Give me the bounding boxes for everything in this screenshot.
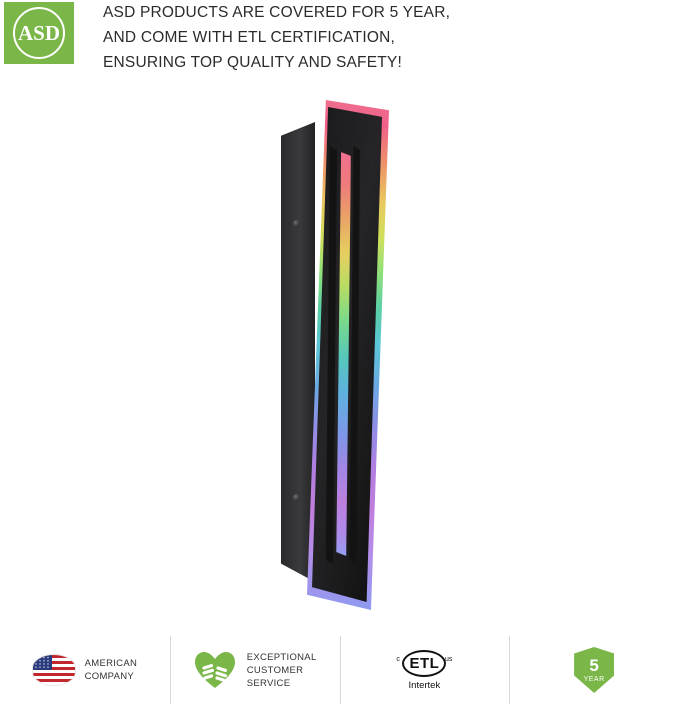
badge-warranty — [509, 634, 679, 706]
product-image — [0, 92, 679, 617]
badge-etl-certification — [340, 634, 510, 706]
us-flag-icon — [33, 655, 75, 685]
badge-customer-service — [170, 634, 340, 706]
warranty-unit: YEAR — [583, 676, 605, 683]
mounting-screw-icon — [293, 494, 300, 501]
badge-customer-service-line-3: SERVICE — [246, 677, 291, 689]
badge-american-company-line-2: COMPANY — [84, 671, 135, 682]
badge-american-company-line-1: AMERICAN — [84, 658, 138, 669]
header-text-block — [103, 0, 663, 75]
handshake-heart-icon — [193, 650, 237, 690]
header-banner — [0, 0, 679, 92]
led-wall-sconce — [281, 100, 401, 610]
badge-customer-service-line-2: CUSTOMER — [246, 664, 304, 676]
etl-mark: ETL — [402, 650, 446, 677]
etl-caption: Intertek — [408, 679, 441, 691]
etl-intertek-icon — [396, 644, 452, 696]
etl-right-mark: us — [444, 656, 453, 663]
header-line-1: ASD PRODUCTS ARE COVERED FOR 5 YEAR, — [103, 4, 451, 21]
asd-logo-disc — [13, 7, 65, 59]
trust-badges-row — [0, 626, 679, 714]
mounting-screw-icon — [293, 220, 300, 227]
warranty-shield-icon — [574, 647, 614, 693]
warranty-number: 5 — [589, 656, 599, 675]
etl-left-mark: c — [396, 656, 400, 663]
header-line-3: ENSURING TOP QUALITY AND SAFETY! — [103, 54, 402, 71]
fixture-side-plate — [281, 122, 315, 582]
badge-customer-service-line-1: EXCEPTIONAL — [246, 651, 317, 663]
asd-logo — [4, 2, 74, 64]
asd-logo-text: ASD — [17, 20, 60, 45]
header-line-2: AND COME WITH ETL CERTIFICATION, — [103, 29, 396, 46]
badge-american-company — [0, 634, 170, 706]
